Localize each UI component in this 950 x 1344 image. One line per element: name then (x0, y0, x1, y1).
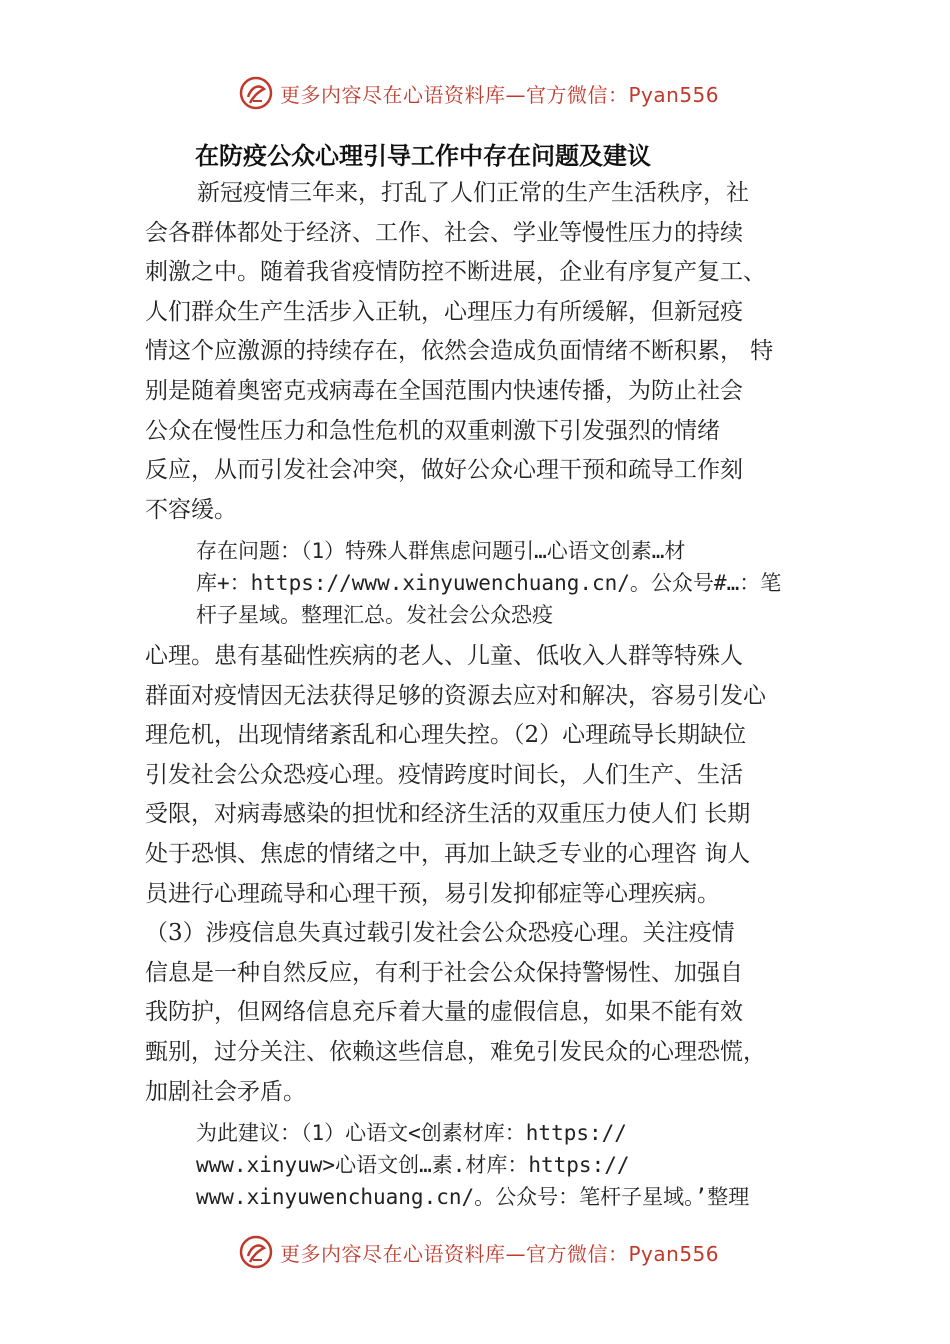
problems-intro (196, 535, 846, 631)
text-line: 新冠疫情三年来，打乱了人们正常的生产生活秩序，社 (197, 180, 749, 206)
text-line: 人们群众生产生活步入正轨，心理压力有所缓解，但新冠疫 (145, 298, 743, 325)
text-line: 群面对疫情因无法获得足够的资源去应对和解决，容易引发心 (145, 682, 766, 709)
header-banner (238, 73, 719, 113)
text-line: 情这个应激源的持续存在，依然会造成负面情绪不断积累， 特 (145, 338, 774, 365)
text-line: 别是随着奥密克戎病毒在全国范围内快速传播，为防止社会 (145, 377, 743, 404)
text-line: 信息是一种自然反应，有利于社会公众保持警惕性、加强自 (145, 959, 743, 986)
text-line: 不容缓。 (145, 496, 237, 523)
text-line: 员进行心理疏导和心理干预，易引发抑郁症等心理疾病。 (145, 880, 720, 907)
text-line: 我防护，但网络信息充斥着大量的虚假信息，如果不能有效 (145, 999, 743, 1026)
text-line: 杆子星域。整理汇总。发社会公众恐疫 (196, 603, 553, 627)
text-line: 库+：https://www.xinyuwenchuang.cn/。公众号#…：笔 (196, 571, 782, 595)
text-line: 引发社会公众恐疫心理。疫情跨度时间长，人们生产、生活 (145, 761, 743, 788)
text-line: 加剧社会矛盾。 (145, 1078, 306, 1105)
banner-text: 更多内容尽在心语资料库—官方微信：Pyan556 (280, 82, 720, 107)
ribbon-logo-icon (238, 75, 274, 111)
ribbon-logo-icon (238, 1234, 274, 1270)
text-line: www.xinyuwenchuang.cn/。公众号：笔杆子星域。’整理 (196, 1185, 750, 1209)
text-line: 甄别，过分关注、依赖这些信息，难免引发民众的心理恐慌， (145, 1038, 766, 1065)
text-line: 心理。患有基础性疾病的老人、儿童、低收入人群等特殊人 (145, 643, 743, 669)
text-line: www.xinyuw>心语文创…素.材库：https:// (196, 1153, 630, 1177)
text-line: 反应，从而引发社会冲突，做好公众心理干预和疏导工作刻 (145, 457, 743, 484)
paragraph-intro (145, 174, 835, 530)
text-line: （3）涉疫信息失真过载引发社会公众恐疫心理。关注疫情 (145, 920, 735, 947)
text-line: 刺激之中。随着我省疫情防控不断进展，企业有序复产复工、 (145, 259, 766, 286)
text-line: 公众在慢性压力和急性危机的双重刺激下引发强烈的情绪 (145, 417, 720, 444)
text-line: 处于恐惧、焦虑的情绪之中，再加上缺乏专业的心理咨 询人 (145, 840, 751, 867)
paragraph-problems (145, 637, 835, 1112)
footer-banner (238, 1232, 719, 1272)
document-title: 在防疫公众心理引导工作中存在问题及建议 (195, 142, 651, 170)
text-line: 存在问题：（1）特殊人群焦虑问题引…心语文创素…材 (196, 539, 686, 563)
text-line: 受限，对病毒感染的担忧和经济生活的双重压力使人们 长期 (145, 801, 751, 828)
suggestions-block (196, 1117, 846, 1213)
banner-text: 更多内容尽在心语资料库—官方微信：Pyan556 (280, 1241, 720, 1266)
text-line: 理危机，出现情绪紊乱和心理失控。（2）心理疏导长期缺位 (145, 722, 747, 749)
text-line: 为此建议：（1）心语文<创素材库：https:// (196, 1121, 627, 1145)
text-line: 会各群体都处于经济、工作、社会、学业等慢性压力的持续 (145, 219, 743, 246)
